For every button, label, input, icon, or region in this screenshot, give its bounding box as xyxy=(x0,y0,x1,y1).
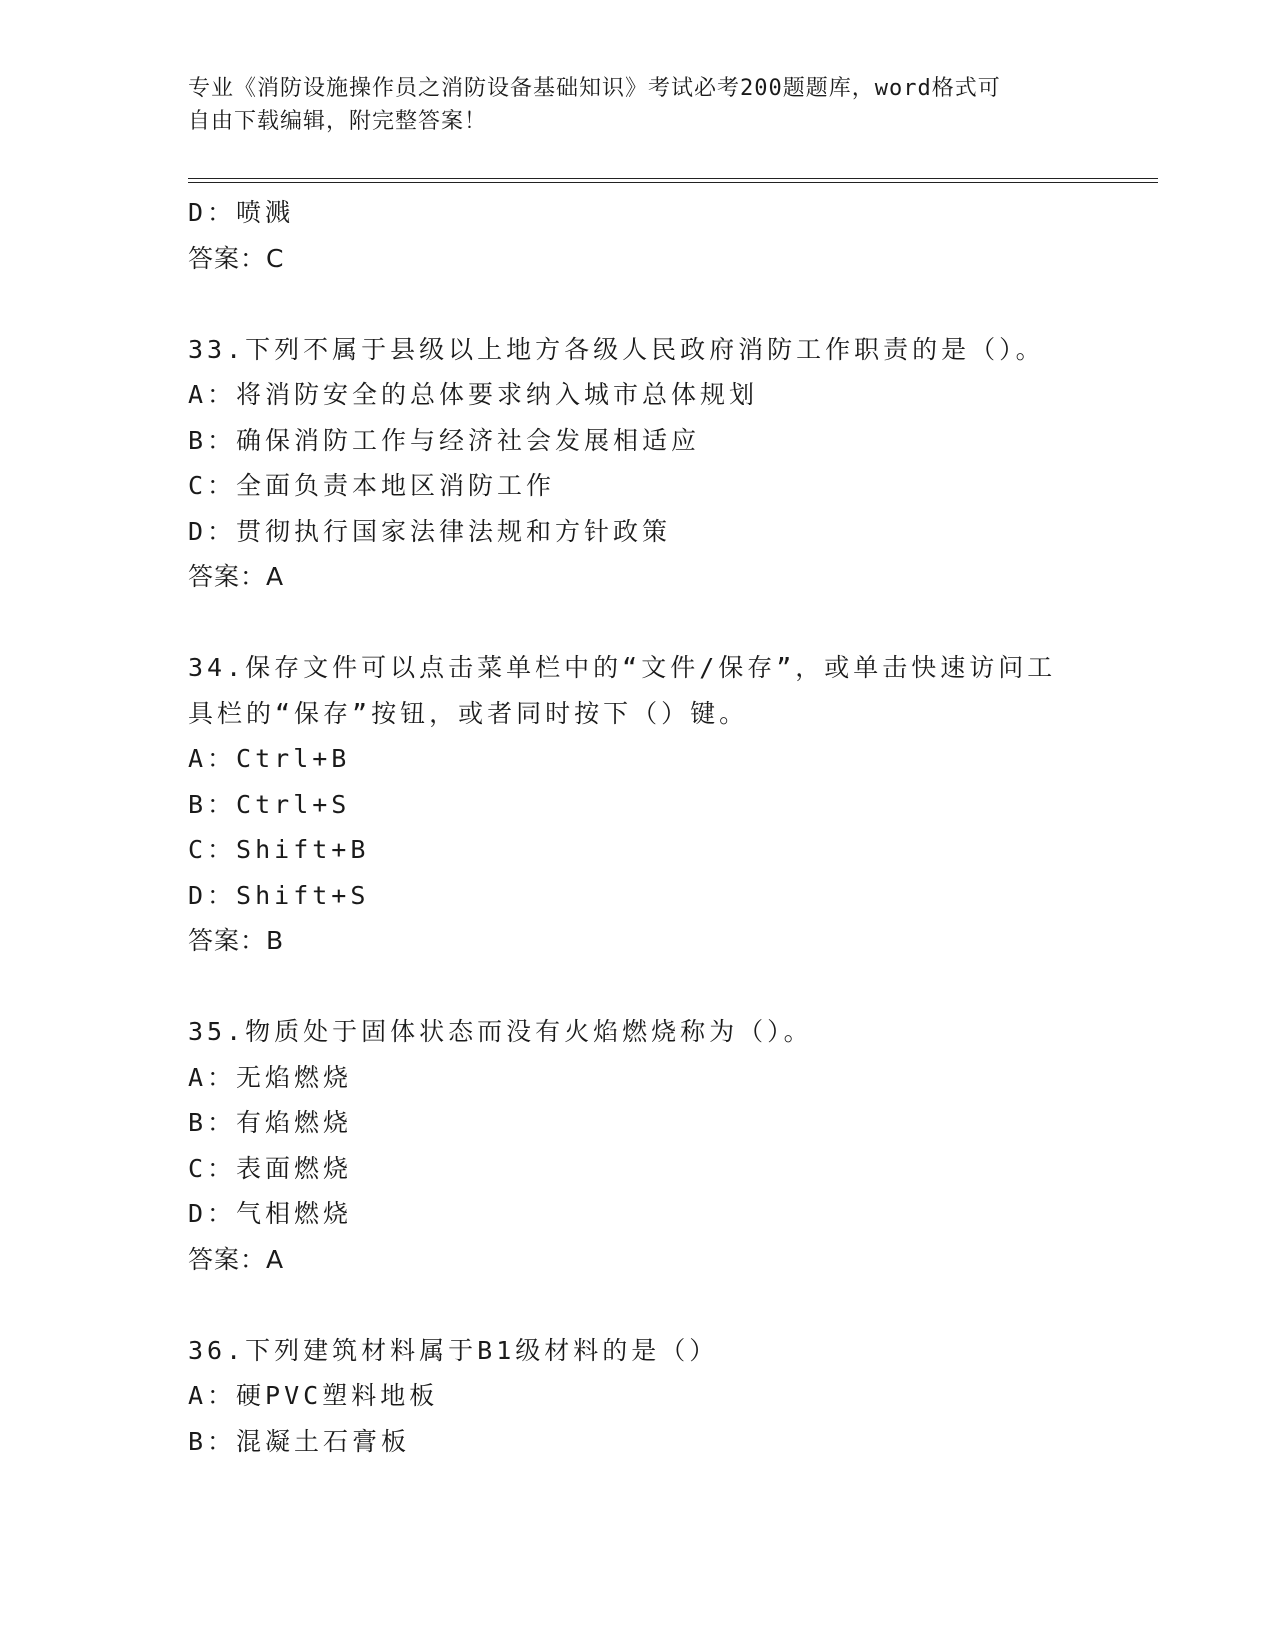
header-line-2: 自由下载编辑，附完整答案！ xyxy=(188,109,488,134)
answer-line: 答案：C xyxy=(188,243,285,273)
document-header xyxy=(188,72,1068,138)
option-a: A：无焰燃烧 xyxy=(188,1062,353,1092)
spacer xyxy=(188,964,1088,1010)
option-c: C：表面燃烧 xyxy=(188,1153,353,1183)
spacer xyxy=(188,1282,1088,1328)
header-line-1: 专业《消防设施操作员之消防设备基础知识》考试必考200题题库，word格式可 xyxy=(188,76,1001,101)
option-b: B：确保消防工作与经济社会发展相适应 xyxy=(188,425,701,455)
answer-line: 答案：A xyxy=(188,562,285,591)
question-block-34 xyxy=(188,645,1088,964)
question-stem: 34.保存文件可以点击菜单栏中的“文件/保存”，或单击快速访问工 xyxy=(188,653,1057,682)
question-stem: 33.下列不属于县级以上地方各级人民政府消防工作职责的是（）。 xyxy=(188,334,1045,364)
question-block-33 xyxy=(188,327,1088,600)
option-a: A：Ctrl+B xyxy=(188,744,351,773)
answer-line: 答案：A xyxy=(188,1244,285,1274)
question-stem: 35.物质处于固体状态而没有火焰燃烧称为（）。 xyxy=(188,1017,813,1046)
option-b: B：混凝土石膏板 xyxy=(188,1426,411,1456)
question-block-35 xyxy=(188,1009,1088,1282)
question-stem-continued: 具栏的“保存”按钮，或者同时按下（）键。 xyxy=(188,698,749,728)
question-stem: 36.下列建筑材料属于B1级材料的是（） xyxy=(188,1335,719,1365)
header-divider xyxy=(188,178,1158,183)
option-d: D：Shift+S xyxy=(188,880,370,910)
spacer xyxy=(188,600,1088,646)
option-d: D：贯彻执行国家法律法规和方针政策 xyxy=(188,516,672,546)
option-a: A：硬PVC塑料地板 xyxy=(188,1381,439,1410)
option-b: B：有焰燃烧 xyxy=(188,1108,353,1137)
answer-line: 答案：B xyxy=(188,926,285,955)
spacer xyxy=(188,281,1088,327)
question-block-36 xyxy=(188,1328,1088,1465)
option-c: C：Shift+B xyxy=(188,835,370,864)
option-a: A：将消防安全的总体要求纳入城市总体规划 xyxy=(188,380,759,409)
option-d: D：喷溅 xyxy=(188,198,295,227)
option-c: C：全面负责本地区消防工作 xyxy=(188,471,556,500)
option-b: B：Ctrl+S xyxy=(188,789,351,819)
question-list xyxy=(188,190,1088,1464)
option-d: D：气相燃烧 xyxy=(188,1199,353,1228)
